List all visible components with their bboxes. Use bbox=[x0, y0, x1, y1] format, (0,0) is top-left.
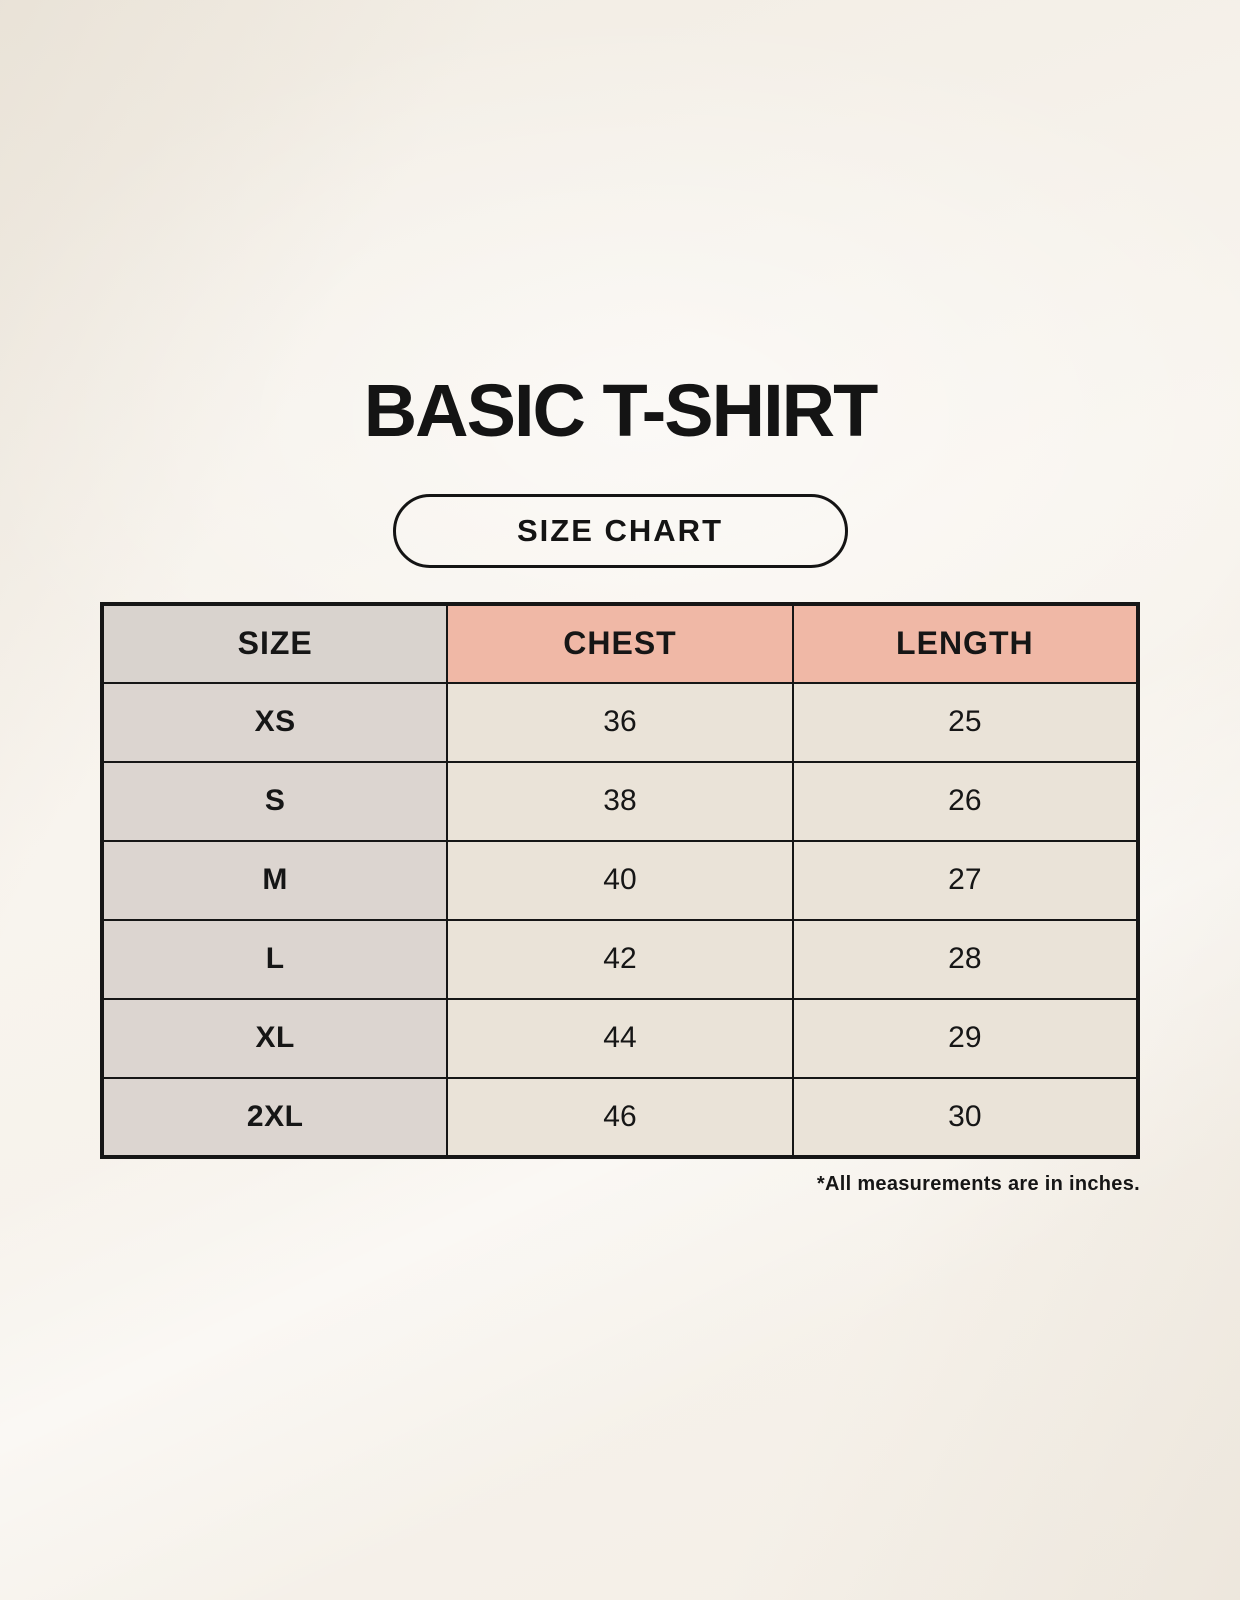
table-row-xl bbox=[102, 999, 1138, 1078]
size-chart-badge bbox=[393, 494, 848, 568]
length-value: 29 bbox=[793, 999, 1138, 1078]
length-value: 26 bbox=[793, 762, 1138, 841]
length-value: 25 bbox=[793, 683, 1138, 762]
chest-value: 44 bbox=[447, 999, 792, 1078]
size-chart-table bbox=[100, 602, 1140, 1159]
chest-value: 40 bbox=[447, 841, 792, 920]
badge-container bbox=[0, 494, 1240, 568]
page-title: BASIC T-SHIRT bbox=[363, 369, 877, 452]
table-row-s bbox=[102, 762, 1138, 841]
size-chart-badge-label: SIZE CHART bbox=[517, 512, 723, 548]
table-row-m bbox=[102, 841, 1138, 920]
chest-value: 38 bbox=[447, 762, 792, 841]
chest-value: 46 bbox=[447, 1078, 792, 1157]
size-label: XL bbox=[102, 999, 447, 1078]
size-label: XS bbox=[102, 683, 447, 762]
column-header-size: SIZE bbox=[102, 604, 447, 683]
table-header-row bbox=[102, 604, 1138, 683]
chest-value: 42 bbox=[447, 920, 792, 999]
column-header-chest: CHEST bbox=[447, 604, 792, 683]
measurements-footnote: *All measurements are in inches. bbox=[816, 1172, 1140, 1195]
size-label: M bbox=[102, 841, 447, 920]
size-label: L bbox=[102, 920, 447, 999]
length-value: 27 bbox=[793, 841, 1138, 920]
table-row-l bbox=[102, 920, 1138, 999]
table-row-xs bbox=[102, 683, 1138, 762]
size-label: 2XL bbox=[102, 1078, 447, 1157]
size-label: S bbox=[102, 762, 447, 841]
length-value: 30 bbox=[793, 1078, 1138, 1157]
column-header-length: LENGTH bbox=[793, 604, 1138, 683]
chest-value: 36 bbox=[447, 683, 792, 762]
table-row-2xl bbox=[102, 1078, 1138, 1157]
length-value: 28 bbox=[793, 920, 1138, 999]
